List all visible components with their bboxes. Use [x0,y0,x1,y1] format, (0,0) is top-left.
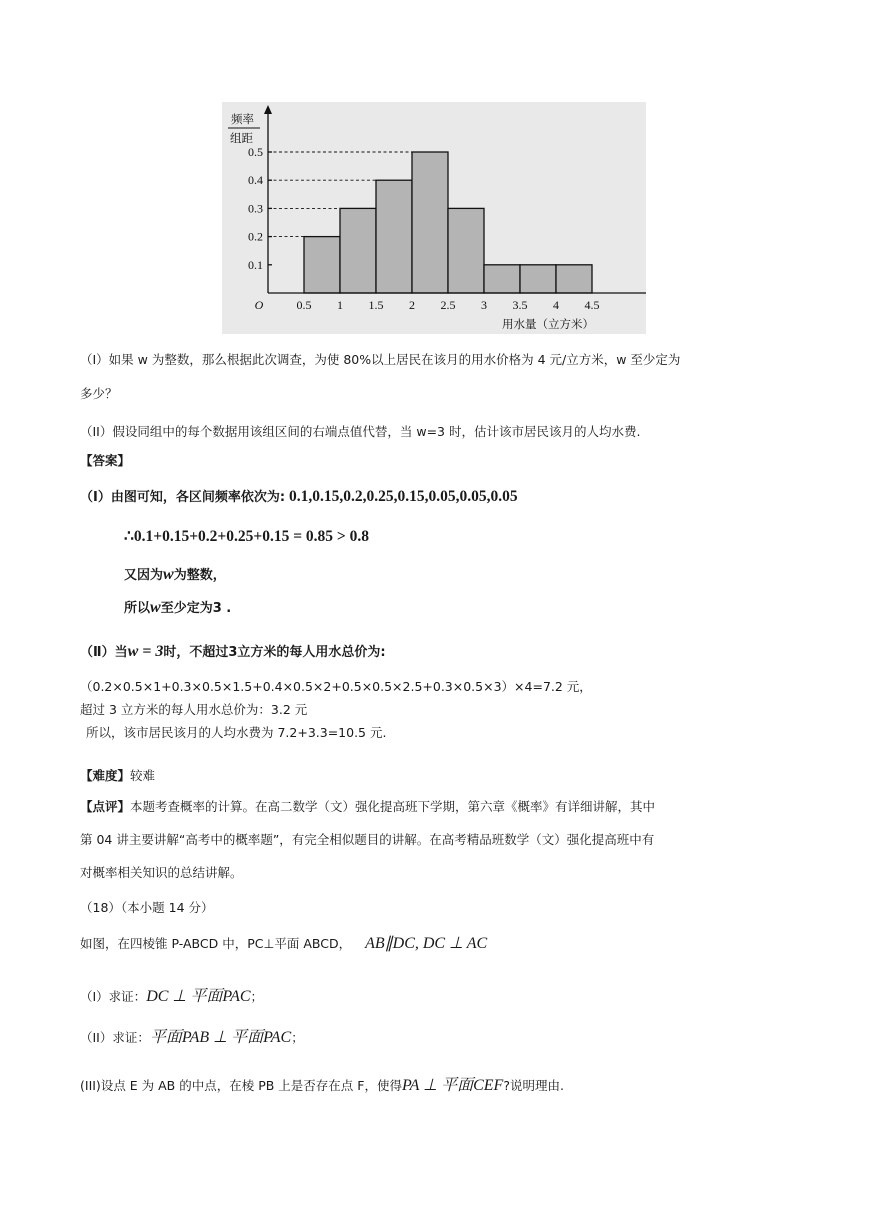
histogram-bar-1 [304,237,340,293]
comment-text-1: 本题考查概率的计算。在高二数学（文）强化提高班下学期，第六章《概率》有详细讲解，其中 [130,799,656,814]
answer-2-condition-math: w = 3 [127,643,164,660]
y-tick-label-0.4: 0.4 [248,173,263,188]
y-tick-label-0.1: 0.1 [248,257,263,272]
histogram-bar-3 [376,180,412,293]
problem-18-part-2-prefix: （II）求证： [80,1030,150,1045]
question-1-line-2: 多少？ [80,386,118,401]
difficulty-value: 较难 [130,768,156,783]
comment-line-1 [80,797,655,815]
problem-18-part-2-suffix: ； [291,1030,304,1045]
x-axis-label: 用水量（立方米） [502,317,594,331]
histogram-figure [222,102,646,334]
problem-18-part-3-prefix: (III)设点 E 为 AB 的中点，在棱 PB 上是否存在点 F，使得 [80,1078,402,1093]
comment-line-3: 对概率相关知识的总结讲解。 [80,865,243,880]
y-tick-label-0.2: 0.2 [248,229,263,244]
histogram-bar-2 [340,208,376,293]
x-tick-label-0.5: 0.5 [296,298,312,312]
problem-18-intro-math: AB∥DC, DC ⊥ AC [365,935,488,952]
answer-1-conclusion [124,597,231,617]
answer-1-integer-suffix: 为整数， [173,568,226,583]
answer-1-conclusion-prefix: 所以 [124,601,151,616]
comment-line-2: 第 04 讲主要讲解“高考中的概率题”，有完全相似题目的讲解。在高考精品班数学（文）强化提高班中有 [80,832,655,847]
answer-1-sum [124,527,369,546]
problem-18-part-2 [80,1024,304,1047]
answer-1-variable-w: w [163,566,174,583]
origin-label: O [254,298,264,312]
histogram-bar-6 [484,265,520,293]
answer-1-frequency-list: 0.1,0.15,0.2,0.25,0.15,0.05,0.05,0.05 [289,488,518,505]
histogram-bar-5 [448,208,484,293]
answer-1-prefix: （Ⅰ）由图可知，各区间频率依次为: [80,490,286,505]
problem-18-part-1 [80,983,263,1006]
x-tick-label-1.5: 1.5 [368,298,384,312]
answer-2-prefix: （Ⅱ）当 [80,645,128,660]
answer-1-integer-prefix: 又因为 [124,568,164,583]
problem-18-part-1-math: DC ⊥ 平面PAC [146,988,251,1005]
histogram-bar-8 [556,265,592,293]
histogram-bar-7 [520,265,556,293]
answer-1-conclusion-suffix: 至少定为3 . [160,601,232,616]
difficulty [80,766,155,784]
x-tick-label-4.5: 4.5 [584,298,600,312]
x-tick-label-3.5: 3.5 [512,298,528,312]
answer-1-integer [124,564,226,584]
x-tick-label-1: 1 [337,298,343,312]
y-tick-label-0.3: 0.3 [248,201,263,216]
histogram-chart [222,102,646,334]
problem-18-part-3-suffix: ?说明理由. [503,1078,564,1093]
x-tick-label-2: 2 [409,298,415,312]
x-tick-label-3: 3 [481,298,487,312]
y-axis-label-bottom: 组距 [230,131,253,145]
problem-18-part-1-prefix: （I）求证： [80,989,147,1004]
answer-1-conclusion-w: w [150,599,161,616]
y-tick-label-0.5: 0.5 [248,145,263,159]
histogram-bar-4 [412,152,448,293]
problem-18-intro [80,933,487,953]
difficulty-label: 【难度】 [80,768,131,783]
answer-heading: 【答案】 [80,453,131,468]
answer-2-calculation: （0.2×0.5×1+0.3×0.5×1.5+0.4×0.5×2+0.5×0.5×2.5+0.3×0.5×3）×4=7.2 元， [80,679,592,694]
question-1-line-1: （I）如果 w 为整数，那么根据此次调查，为使 80%以上居民在该月的用水价格为 4 元/立方米，w 至少定为 [80,352,681,367]
x-tick-label-4: 4 [553,298,559,312]
problem-18-part-3 [80,1072,564,1095]
problem-18-intro-text: 如图，在四棱锥 P-ABCD 中，PC⊥平面 ABCD， [80,936,352,951]
question-2: （II）假设同组中的每个数据用该组区间的右端点值代替，当 w=3 时，估计该市居民该月的人均水费. [80,424,641,439]
answer-2-result: 所以，该市居民该月的人均水费为 7.2+3.3=10.5 元. [86,725,387,740]
answer-2-suffix: 时，不超过3立方米的每人用水总价为: [163,645,386,660]
problem-18-part-1-suffix: ； [250,989,264,1004]
y-axis-arrow [264,105,272,114]
x-tick-label-2.5: 2.5 [440,298,456,312]
problem-18-part-2-math: 平面PAB ⊥ 平面PAC [149,1029,292,1046]
answer-2-condition [80,641,386,661]
answer-1-frequencies [80,486,518,506]
y-axis-label-top: 频率 [231,112,254,126]
problem-18-part-3-math: PA ⊥ 平面CEF [401,1077,504,1094]
answer-1-sum-formula: ∴0.1+0.15+0.2+0.25+0.15 = 0.85 > 0.8 [124,528,369,545]
problem-18-header: （18）（本小题 14 分） [80,900,214,915]
comment-label: 【点评】 [80,799,131,814]
answer-2-over-3: 超过 3 立方米的每人用水总价为：3.2 元 [80,702,308,717]
